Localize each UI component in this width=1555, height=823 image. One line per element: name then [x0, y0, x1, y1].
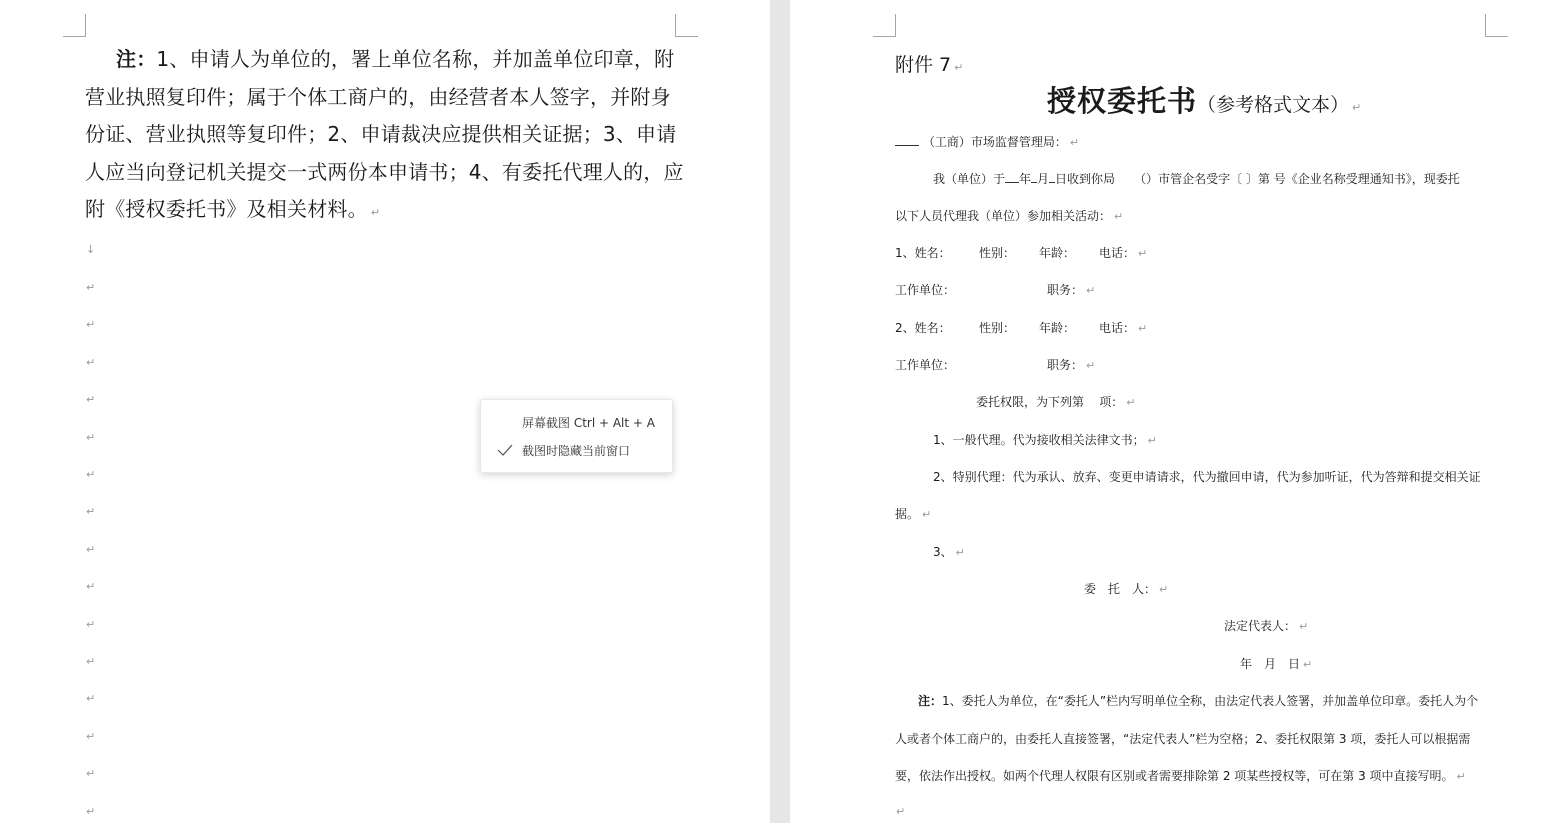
scope-item-3: 3、 ↵	[933, 545, 965, 559]
paragraph-mark: ↵	[370, 206, 381, 220]
menu-item-label: 屏幕截图 Ctrl + Alt + A	[522, 416, 655, 430]
paragraph-mark: ↵	[86, 543, 96, 556]
agent2-name-label: 2、姓名：	[895, 321, 951, 335]
checkmark-icon	[497, 442, 513, 461]
paragraph-mark: ↵	[86, 393, 96, 406]
paragraph-mark: ↵	[86, 431, 96, 444]
attachment-label: 附件 7 ↵	[895, 54, 964, 76]
agent2-phone-label: 电话： ↵	[1099, 321, 1148, 335]
paragraph-mark: ↵	[86, 318, 96, 331]
margin-corner-top-left	[63, 14, 86, 37]
footnote-line-1: 注：1、委托人为单位，在“委托人”栏内写明单位全称，由法定代表人签署，并加盖单位印章。委托人为个	[918, 694, 1479, 708]
note-text: 1、申请人为单位的，署上单位名称，并加盖单位印章，附营业执照复印件；属于个体工商户的，由经营者本人签字，并附身份证、营业执照等复印件；2、申请裁决应提供相关证据；3、申请人应当向登记机关提交一式两份本申请书；4、有委托代理人的，应附《授权委托书》及相关材料。	[85, 47, 684, 222]
footnote-line-2: 人或者个体工商户的，由委托人直接签署，“法定代表人”栏为空格；2、委托权限第 3 项，委托人可以根据需	[895, 732, 1471, 746]
scope-item-2: 2、特别代理：代为承认、放弃、变更申请请求，代为撤回申请，代为参加听证，代为答辩和提交相关证	[933, 470, 1481, 484]
agent1-gender-label: 性别：	[979, 246, 1016, 260]
paragraph-mark: ↵	[896, 805, 906, 818]
legal-representative-label: 法定代表人： ↵	[1224, 619, 1309, 633]
agent1-phone-label: 电话： ↵	[1099, 246, 1148, 260]
margin-corner-top-right	[1485, 14, 1508, 37]
paragraph-mark: ↵	[86, 655, 96, 668]
paragraph-mark: ↵	[86, 468, 96, 481]
menu-item-label: 截图时隐藏当前窗口	[522, 444, 631, 458]
intro-line-2: 以下人员代理我（单位）参加相关活动： ↵	[895, 209, 1124, 223]
scope-item-2-cont: 据。 ↵	[895, 507, 932, 521]
agent1-name-label: 1、姓名：	[895, 246, 951, 260]
agent2-position-label: 职务： ↵	[1047, 358, 1096, 372]
paragraph-mark: ↵	[86, 805, 96, 818]
paragraph-mark: ↵	[86, 356, 96, 369]
menu-item-hide-window[interactable]	[481, 437, 672, 463]
title-subtitle: （参考格式文本）	[1197, 94, 1350, 116]
document-title: 授权委托书（参考格式文本） ↵	[1047, 84, 1362, 118]
scope-line: 委托权限，为下列第 项： ↵	[976, 395, 1136, 409]
paragraph-mark: ↵	[86, 692, 96, 705]
addressee-line: （工商）市场监督管理局： ↵	[895, 132, 1079, 150]
menu-item-screen-capture[interactable]	[481, 409, 672, 435]
paragraph-mark: ↵	[86, 281, 96, 294]
scope-item-1: 1、一般代理。代为接收相关法律文书； ↵	[933, 433, 1157, 447]
margin-corner-top-right	[675, 14, 698, 37]
note-label: 注：	[116, 47, 157, 71]
agent2-work-unit-label: 工作单位：	[895, 358, 956, 372]
agent2-age-label: 年龄：	[1039, 321, 1076, 335]
paragraph-mark: ↓	[86, 243, 96, 256]
signature-date: 年 月 日 ↵	[1240, 657, 1313, 671]
document-page-left	[0, 0, 770, 823]
title-main: 授权委托书	[1047, 84, 1198, 118]
footnote-line-3: 要，依法作出授权。如两个代理人权限有区别或者需要排除第 2 项某些授权等，可在第 3 项中直接写明。 ↵	[895, 769, 1466, 783]
agent2-gender-label: 性别：	[979, 321, 1016, 335]
agent1-position-label: 职务： ↵	[1047, 283, 1096, 297]
agent1-age-label: 年龄：	[1039, 246, 1076, 260]
paragraph-mark: ↵	[86, 730, 96, 743]
screenshot-context-menu	[480, 399, 673, 473]
intro-line-1: 我（单位）于 年 月 日收到你局 （）市管企名受字〔 〕第 号《企业名称受理通知书》，现委托	[933, 169, 1460, 187]
application-note-paragraph[interactable]	[85, 41, 685, 232]
paragraph-mark: ↵	[86, 505, 96, 518]
principal-label: 委 托 人： ↵	[1084, 582, 1169, 596]
paragraph-mark: ↵	[86, 767, 96, 780]
paragraph-mark: ↵	[86, 618, 96, 631]
margin-corner-top-left	[873, 14, 896, 37]
agent1-work-unit-label: 工作单位：	[895, 283, 956, 297]
paragraph-mark: ↵	[86, 580, 96, 593]
